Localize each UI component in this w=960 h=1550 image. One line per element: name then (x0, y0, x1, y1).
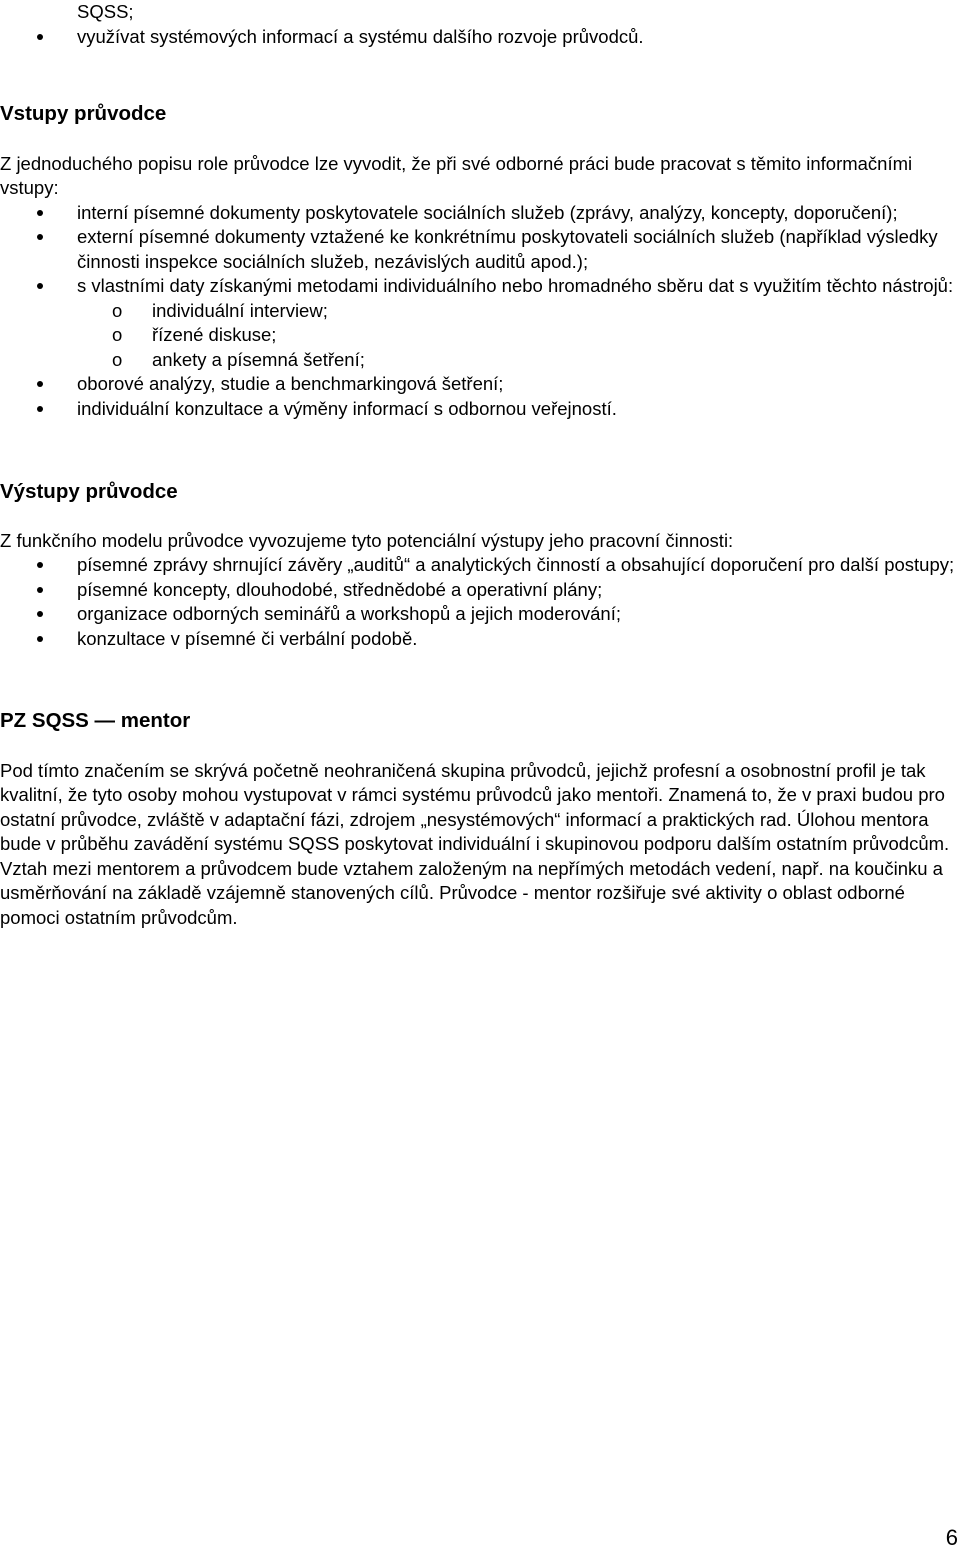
list-item (0, 627, 958, 652)
outputs-heading: Výstupy průvodce (0, 480, 178, 503)
sub-list-item-text: ankety a písemná šetření; (152, 348, 365, 370)
page-number: 6 (945, 1525, 958, 1550)
list-item-text: individuální konzultace a výměny informací s odbornou veřejností. (77, 397, 617, 419)
sub-bullet-marker: o (112, 299, 123, 321)
bullet-icon (37, 234, 43, 240)
outputs-list (0, 553, 958, 651)
sub-list-item (0, 323, 958, 348)
list-item (0, 225, 958, 274)
list-item (0, 25, 958, 50)
list-item-text: interní písemné dokumenty poskytovatele sociálních služeb (zprávy, analýzy, koncepty, doporučení); (77, 201, 898, 223)
sub-list-item-text: individuální interview; (152, 299, 328, 321)
bullet-icon (37, 406, 43, 412)
list-item (0, 201, 958, 226)
mentor-paragraph: Vztah mezi mentorem a průvodcem bude vztahem založeným na nepřímých metodách vedení, např. na koučinku a usměrňování na základě vzájemně stanovených cílů. Průvodce - mentor rozšiřuje své aktivity o oblast odborné pomoci ostatním průvodcům. (0, 857, 943, 928)
inputs-intro: Z jednoduchého popisu role průvodce lze vyvodit, že při své odborné práci bude pracovat s těmito informačními vstupy: (0, 152, 913, 198)
sub-list-item (0, 348, 958, 373)
continued-bullet-list (0, 0, 958, 49)
list-item-text: externí písemné dokumenty vztažené ke konkrétnímu poskytovateli sociálních služeb (například výsledky činnosti inspekce sociálních služeb, nezávislých auditů apod.); (77, 226, 938, 272)
list-item (0, 372, 958, 397)
inputs-heading: Vstupy průvodce (0, 102, 167, 125)
outputs-intro: Z funkčního modelu průvodce vyvozujeme tyto potenciální výstupy jeho pracovní činnosti: (0, 529, 734, 551)
sub-list-item (0, 299, 958, 324)
mentor-heading: PZ SQSS — mentor (0, 709, 191, 732)
bullet-icon (37, 611, 43, 617)
sub-bullet-marker: o (112, 348, 123, 370)
list-item (0, 578, 958, 603)
list-item-text: oborové analýzy, studie a benchmarkingová šetření; (77, 373, 504, 394)
bullet-icon (37, 562, 43, 568)
list-item (0, 274, 958, 372)
sub-bullet-marker: o (112, 324, 123, 345)
list-item-text: s vlastními daty získanými metodami individuálního nebo hromadného sběru dat s využitím těchto nástrojů: (77, 275, 954, 296)
bullet-icon (37, 636, 43, 642)
bullet-icon (37, 381, 43, 387)
list-item (0, 0, 958, 25)
list-item (0, 397, 958, 422)
list-item-text: využívat systémových informací a systému dalšího rozvoje průvodců. (77, 25, 644, 47)
sub-list-item-text: řízené diskuse; (152, 324, 277, 345)
mentor-paragraph: Pod tímto značením se skrývá početně neohraničená skupina průvodců, jejichž profesní a osobnostní profil je tak kvalitní, že tyto osoby mohou vystupovat v rámci systému průvodců jako mentoři. Znamená to, že v praxi budou pro ostatní průvodce, zvláště v adaptační fázi, zdrojem „nesystémových“ informací a praktických rad. Úlohou mentora bude v průběhu zavádění systému SQSS poskytovat individuální i skupinovou podporu dalším ostatním průvodcům. (0, 759, 950, 854)
bullet-icon (37, 587, 43, 593)
list-item-text: SQSS; (77, 1, 134, 22)
list-item-text: konzultace v písemné či verbální podobě. (77, 627, 418, 649)
bullet-icon (37, 34, 43, 40)
list-item (0, 602, 958, 627)
bullet-icon (37, 283, 43, 289)
list-item-text: písemné zprávy shrnující závěry „auditů“ a analytických činností a obsahující doporučení pro další postupy; (77, 554, 955, 575)
tools-sublist (77, 299, 958, 373)
list-item (0, 553, 958, 578)
bullet-icon (37, 210, 43, 216)
list-item-text: písemné koncepty, dlouhodobé, střednědobé a operativní plány; (77, 578, 603, 600)
inputs-list (0, 201, 958, 422)
list-item-text: organizace odborných seminářů a workshopů a jejich moderování; (77, 603, 621, 624)
